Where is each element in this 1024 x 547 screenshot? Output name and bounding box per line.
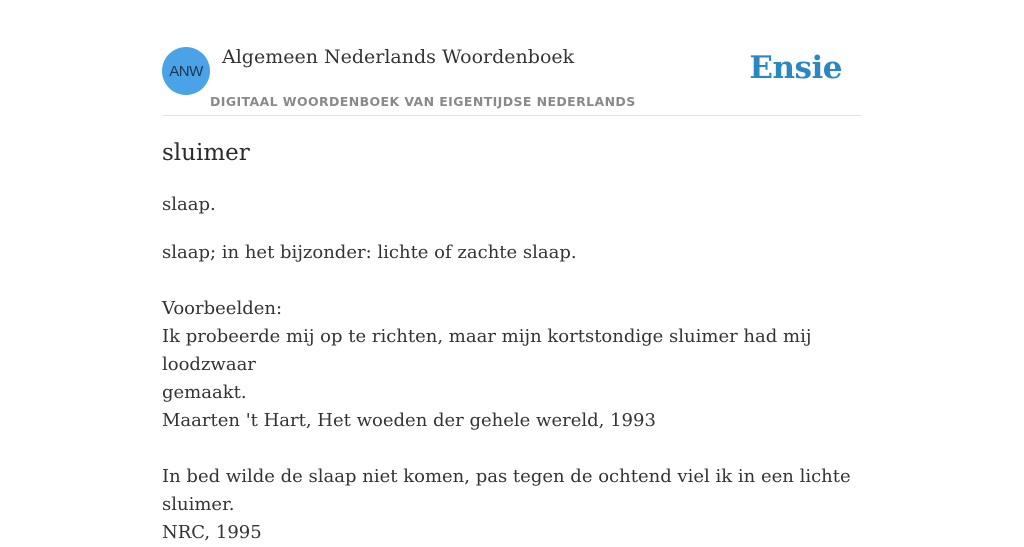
example-text: sluimer. bbox=[162, 494, 235, 515]
example-source: NRC, 1995 bbox=[162, 522, 262, 543]
anw-logo[interactable] bbox=[162, 47, 210, 95]
site-header bbox=[162, 0, 862, 116]
examples-label: Voorbeelden: bbox=[162, 298, 283, 319]
short-definition: slaap. bbox=[162, 194, 216, 215]
content bbox=[162, 0, 862, 543]
example-text: gemaakt. bbox=[162, 382, 247, 403]
entry-word: sluimer bbox=[162, 140, 250, 166]
site-title[interactable]: Algemeen Nederlands Woordenboek bbox=[222, 46, 575, 68]
example-source: Maarten 't Hart, Het woeden der gehele wereld, 1993 bbox=[162, 410, 656, 431]
definition-text: slaap; in het bijzonder: lichte of zachte slaap. bbox=[162, 242, 577, 263]
spacer bbox=[162, 435, 866, 463]
example-text: Ik probeerde mij op te richten, maar mijn kortstondige sluimer had mij loodzwaar bbox=[162, 326, 812, 375]
ensie-brand-link[interactable]: Ensie bbox=[749, 50, 842, 86]
example-text: In bed wilde de slaap niet komen, pas tegen de ochtend viel ik in een lichte bbox=[162, 466, 851, 487]
spacer bbox=[162, 267, 866, 295]
definition-block bbox=[162, 239, 866, 547]
site-subtitle: DIGITAAL WOORDENBOEK VAN EIGENTIJDSE NEDERLANDS bbox=[210, 94, 636, 109]
logo-text: ANW bbox=[169, 62, 203, 80]
